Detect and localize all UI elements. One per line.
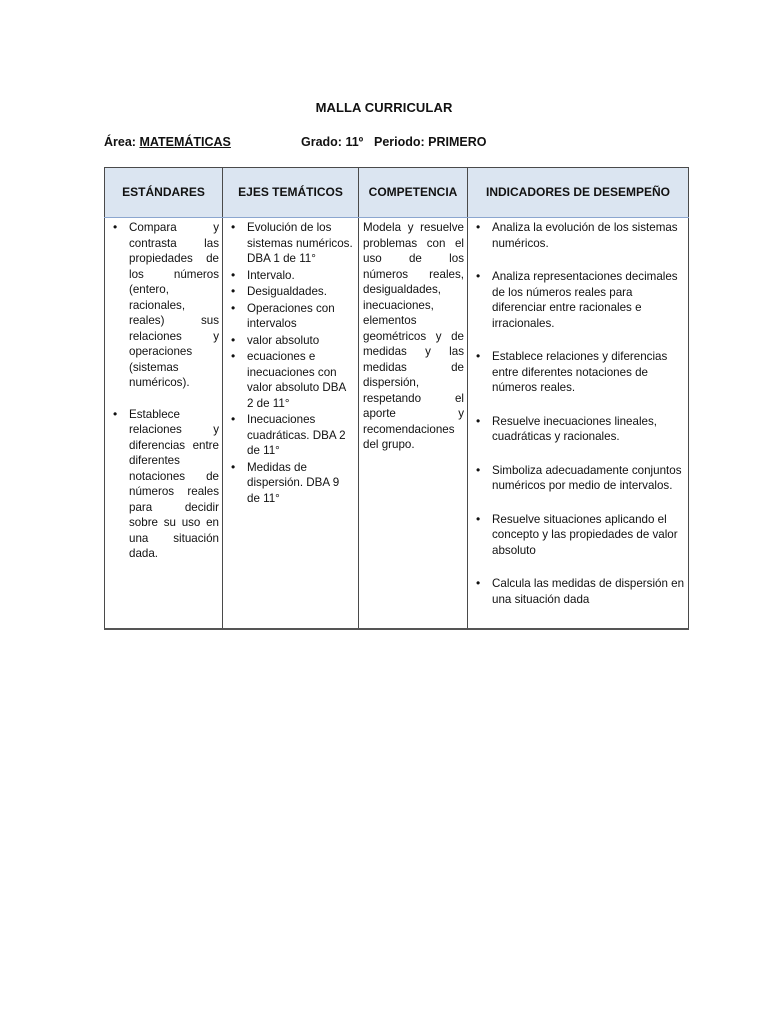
curriculum-table xyxy=(104,167,689,630)
periodo-field: Periodo: PRIMERO xyxy=(374,135,487,149)
list-item: • Intervalo. xyxy=(227,268,355,284)
header-ejes-tematicos: EJES TEMÁTICOS xyxy=(223,168,359,218)
ejes-tematicos-list xyxy=(227,220,355,506)
indicadores-list xyxy=(472,220,685,607)
list-item: • Resuelve inecuaciones lineales, cuadráticas y racionales. xyxy=(472,414,685,445)
list-item: • Calcula las medidas de dispersión en una situación dada xyxy=(472,576,685,607)
list-item: • Establece relaciones y diferencias entre diferentes notaciones de números reales para decidir sobre su uso en una situación dada. xyxy=(109,407,219,562)
list-item: • Desigualdades. xyxy=(227,284,355,300)
list-item: • Operaciones con intervalos xyxy=(227,301,355,332)
content-row xyxy=(105,218,689,630)
document-meta xyxy=(104,135,664,153)
list-item: • Resuelve situaciones aplicando el concepto y las propiedades de valor absoluto xyxy=(472,512,685,559)
header-competencia: COMPETENCIA xyxy=(359,168,468,218)
competencia-cell xyxy=(359,218,468,630)
list-item: • ecuaciones e inecuaciones con valor absoluto DBA 2 de 11° xyxy=(227,349,355,411)
grado-field: Grado: 11º xyxy=(301,135,364,149)
list-item: • valor absoluto xyxy=(227,333,355,349)
list-item: • Establece relaciones y diferencias entre diferentes notaciones de números reales. xyxy=(472,349,685,396)
indicadores-cell xyxy=(468,218,689,630)
header-row xyxy=(105,168,689,218)
estandares-cell xyxy=(105,218,223,630)
list-item: • Inecuaciones cuadráticas. DBA 2 de 11° xyxy=(227,412,355,459)
header-estandares: ESTÁNDARES xyxy=(105,168,223,218)
list-item: • Analiza representaciones decimales de los números reales para diferenciar entre racionales e irracionales. xyxy=(472,269,685,331)
competencia-text: Modela y resuelve problemas con el uso de los números reales, desigualdades, inecuaciones, elementos geométricos y de medidas y las medidas de dispersión, respetando el aporte y recomendaciones del grupo. xyxy=(363,221,464,451)
page-title: MALLA CURRICULAR xyxy=(315,100,453,115)
ejes-tematicos-cell xyxy=(223,218,359,630)
list-item: • Simboliza adecuadamente conjuntos numéricos por medio de intervalos. xyxy=(472,463,685,494)
area-label: Área: xyxy=(104,135,136,149)
area-value: MATEMÁTICAS xyxy=(139,135,231,149)
estandares-list xyxy=(109,220,219,562)
list-item: • Medidas de dispersión. DBA 9 de 11° xyxy=(227,460,355,507)
area-field xyxy=(104,135,231,149)
list-item: • Evolución de los sistemas numéricos. DBA 1 de 11° xyxy=(227,220,355,267)
list-item: • Analiza la evolución de los sistemas numéricos. xyxy=(472,220,685,251)
list-item: • Compara y contrasta las propiedades de los números (entero, racionales, reales) sus relaciones y operaciones (sistemas numéricos). xyxy=(109,220,219,391)
header-indicadores: INDICADORES DE DESEMPEÑO xyxy=(468,168,689,218)
